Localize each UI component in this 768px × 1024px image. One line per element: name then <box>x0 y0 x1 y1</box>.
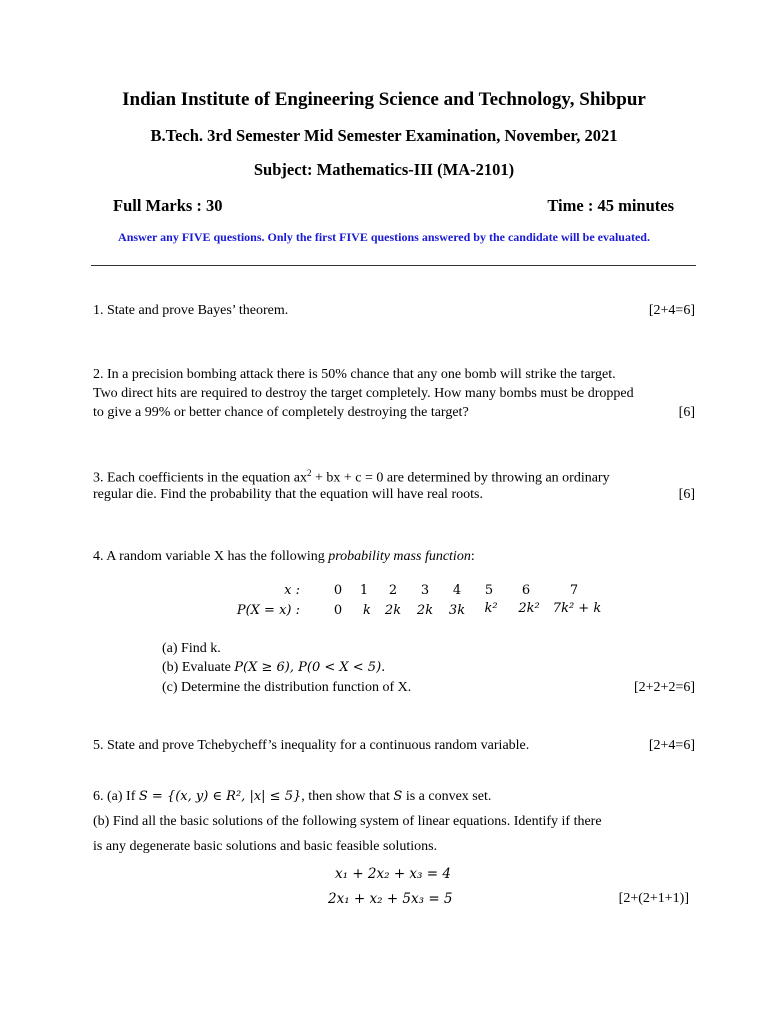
pmf-x-value: 2 <box>388 583 398 598</box>
exam-title: B.Tech. 3rd Semester Mid Semester Examination, November, 2021 <box>150 126 618 145</box>
q1-text: 1. State and prove Bayes’ theorem. <box>93 303 289 318</box>
pmf-x-value: 3 <box>420 583 430 598</box>
full-marks: Full Marks : 30 <box>113 196 223 215</box>
q6-part-a: 6. (a) If S = {(x, y) ∈ R², |x| ≤ 5}, then show that S is a convex set. <box>93 789 492 804</box>
pmf-x-value: 6 <box>521 583 531 598</box>
q4-intro: 4. A random variable X has the following probability mass function: <box>93 549 475 564</box>
q4-marks: [2+2+2=6] <box>633 680 695 695</box>
q3-line1: 3. Each coefficients in the equation $ax^2$ + bx + c = 0 are determined by throwing an ordinary <box>93 468 610 486</box>
pmf-p-value: 0 <box>333 603 343 618</box>
q3-marks: [6] <box>678 487 695 502</box>
pmf-p-value: 7k² + k <box>552 601 602 616</box>
q2-line2: Two direct hits are required to destroy the target completely. How many bombs must be dropped <box>93 386 634 401</box>
pmf-x-value: 5 <box>484 583 494 598</box>
q6-equation-1: x₁ + 2x₂ + x₃ = 4 <box>335 866 451 882</box>
q3-line2: regular die. Find the probability that the equation will have real roots. <box>93 487 483 502</box>
pmf-x-label: x : <box>284 583 300 598</box>
subject-title: Subject: Mathematics-III (MA-2101) <box>253 160 515 179</box>
pmf-p-value: k² <box>484 601 498 616</box>
q2-line3: to give a 99% or better chance of completely destroying the target? <box>93 405 469 420</box>
pmf-p-value: k <box>363 603 371 618</box>
q5-text: 5. State and prove Tchebycheff’s inequality for a continuous random variable. <box>93 738 530 753</box>
instruction-text: Answer any FIVE questions. Only the first FIVE questions answered by the candidate will be evaluated. <box>118 230 650 244</box>
q2-line1: 2. In a precision bombing attack there is 50% chance that any one bomb will strike the target. <box>93 367 616 382</box>
pmf-p-value: 2k² <box>518 601 540 616</box>
q6-part-b-line2: is any degenerate basic solutions and basic feasible solutions. <box>93 839 438 854</box>
q6-marks: [2+(2+1+1)] <box>618 891 689 906</box>
q5-marks: [2+4=6] <box>648 738 695 753</box>
pmf-p-value: 2k <box>416 603 434 618</box>
q2-marks: [6] <box>678 405 695 420</box>
q1-marks: [2+4=6] <box>648 303 695 318</box>
header-divider <box>91 265 696 266</box>
pmf-p-value: 2k <box>384 603 402 618</box>
pmf-x-value: 7 <box>569 583 579 598</box>
q4-part-c: (c) Determine the distribution function of X. <box>162 680 412 695</box>
q4-part-a: (a) Find k. <box>162 641 221 656</box>
pmf-p-label: P(X = x) : <box>236 603 300 618</box>
pmf-x-value: 4 <box>452 583 462 598</box>
pmf-x-value: 0 <box>333 583 343 598</box>
time-allowed: Time : 45 minutes <box>547 196 674 215</box>
q4-part-b: (b) Evaluate P(X ≥ 6), P(0 < X < 5). <box>162 660 386 675</box>
pmf-x-value: 1 <box>359 583 369 598</box>
q6-equation-2: 2x₁ + x₂ + 5x₃ = 5 <box>328 891 453 907</box>
pmf-p-value: 3k <box>448 603 466 618</box>
institute-title: Indian Institute of Engineering Science and Technology, Shibpur <box>122 89 646 110</box>
q6-part-b-line1: (b) Find all the basic solutions of the following system of linear equations. Identify if there <box>93 814 602 829</box>
